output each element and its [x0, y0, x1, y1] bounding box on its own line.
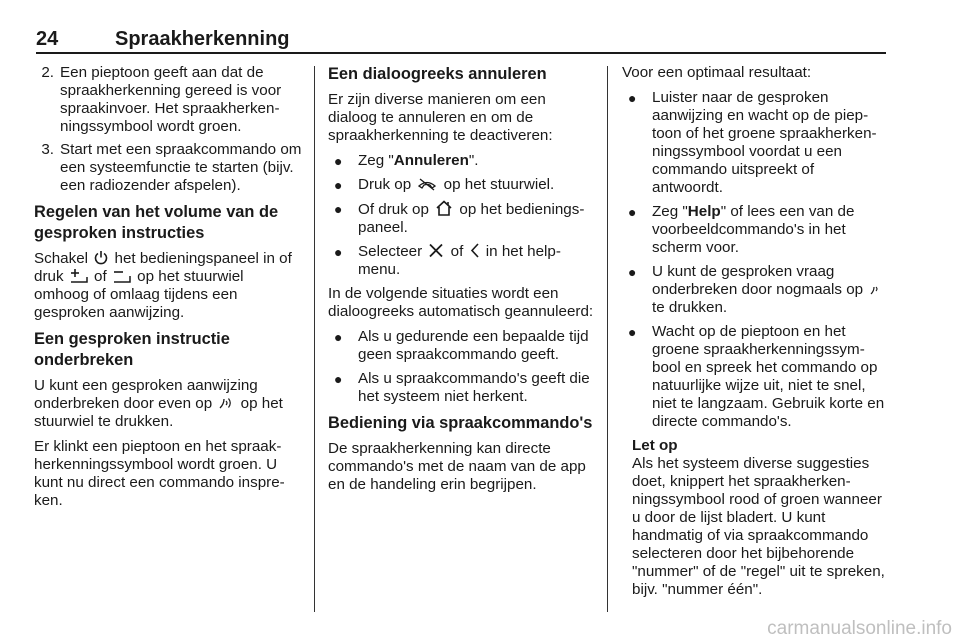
chevron-left-icon: [470, 243, 480, 258]
home-icon: [435, 200, 453, 216]
step-item: 2. Een pieptoon geeft aan dat de spraakherkenning gereed is voor spraakinvoer. Het spraakherkenningssymbool wordt groen.: [41, 64, 282, 135]
watermark: carmanualsonline.info: [767, 618, 952, 639]
heading-cancel: Een dialoogreeks annuleren: [328, 65, 547, 83]
interrupt-paragraph-2: Er klinkt een pieptoon en het spraakherkenningssymbool wordt groen. U kunt nu direct een commando inspreken.: [34, 438, 285, 509]
volume-up-icon: [70, 268, 88, 283]
auto-intro: In de volgende situaties wordt een dialoogreeks automatisch geannuleerd:: [328, 285, 594, 320]
power-icon: [94, 250, 108, 265]
column-3: [622, 64, 888, 599]
list-item: ● Als u spraakcommando's geeft die het systeem niet herkent.: [334, 370, 590, 405]
close-icon: [428, 243, 444, 258]
list-item: ● Zeg "Help" of lees een van de voorbeeldcommando's in het scherm voor.: [628, 203, 855, 256]
list-item: ● Druk op op het stuurwiel.: [334, 176, 555, 193]
list-item: ● Wacht op de pieptoon en het groene spraakherkenningssymbool en spreek het commando op natuurlijke wijze uit, niet te snel, niet te langzaam. Gebruik korte en directe commando's.: [628, 323, 885, 430]
page-header: [36, 27, 886, 51]
step-item: 3. Start met een spraakcommando om een systeemfunctie te starten (bijv. een radiozender afspelen).: [41, 141, 302, 194]
voice-talk-icon: [218, 395, 234, 410]
heading-interrupt: Een gesproken instructie onderbreken: [34, 330, 230, 369]
list-item: ● Of druk op op het bedieningspaneel.: [334, 201, 585, 236]
note-text: Als het systeem diverse suggesties doet, knippert het spraakherkenningssymbool rood of groen wanneer u door de lijst bladert. U kunt handmatig of via spraakcommando selecteren door het bijbehorende "nummer" of de "regel" uit te spreken, bijv. "nummer één".: [632, 455, 885, 598]
end-call-icon: [417, 178, 437, 191]
tips-intro: Voor een optimaal resultaat:: [622, 64, 812, 81]
list-item: ● U kunt de gesproken vraag onderbreken door nogmaals op te drukken.: [622, 263, 888, 317]
heading-volume: Regelen van het volume van de gesproken instructies: [34, 203, 279, 242]
list-item: ● Selecteer of in het helpmenu.: [334, 243, 561, 278]
list-item: ● Luister naar de gesproken aanwijzing en wacht op de pieptoon of het groene spraakherkenningssymbool voordat u een commando uitspreekt of antwoordt.: [628, 89, 877, 196]
volume-down-icon: [113, 268, 131, 283]
list-item: ● Als u gedurende een bepaalde tijd geen spraakcommando geeft.: [334, 328, 589, 363]
page-number: 24: [36, 28, 59, 50]
column-divider: [607, 66, 608, 612]
page-title: Spraakherkenning: [115, 28, 290, 50]
column-divider: [314, 66, 315, 612]
volume-paragraph: Schakel het bedieningspaneel in of druk of op het stuurwiel omhoog of omlaag tijdens een gesproken aanwijzing.: [34, 250, 292, 321]
column-2: [328, 64, 596, 501]
note-heading: Let op: [632, 437, 678, 454]
heading-operation: Bediening via spraakcommando's: [328, 414, 593, 432]
interrupt-paragraph: U kunt een gesproken aanwijzing onderbreken door even op op het stuurwiel te drukken.: [34, 377, 283, 430]
header-divider: [36, 52, 886, 54]
operation-paragraph: De spraakherkenning kan directe commando's met de naam van de app en de handeling erin begrijpen.: [328, 440, 586, 493]
list-item: ● Zeg "Annuleren".: [334, 152, 479, 169]
column-1: [34, 64, 302, 517]
voice-icon: [869, 282, 881, 296]
cancel-intro: Er zijn diverse manieren om een dialoog te annuleren en om de spraakherkenning te deactiveren:: [328, 91, 553, 144]
